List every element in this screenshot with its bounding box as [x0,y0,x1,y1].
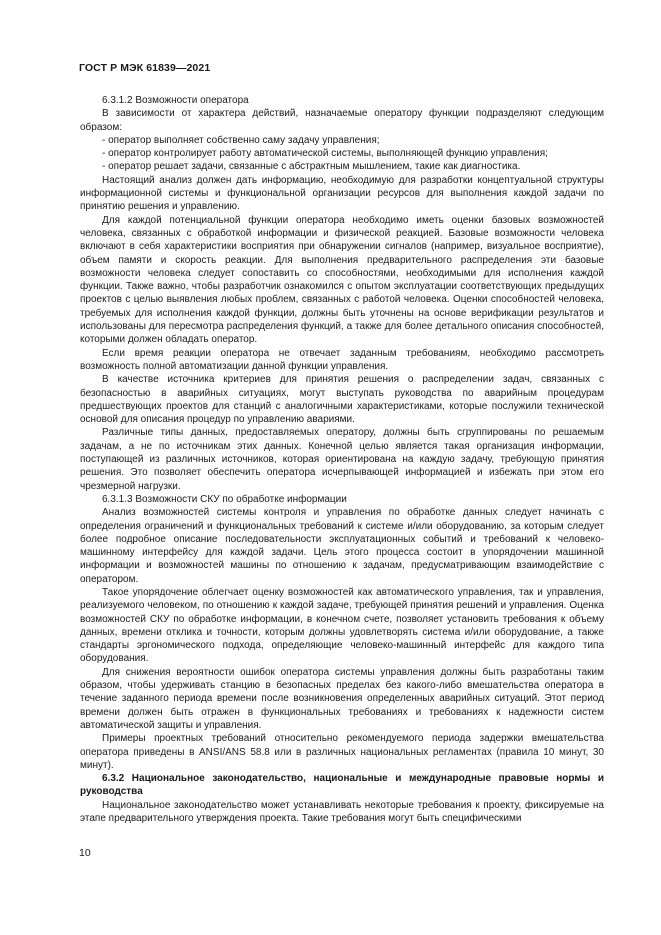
paragraph: Для снижения вероятности ошибок оператора системы управления должны быть разработаны таким образом, чтобы удерживать станцию в безопасных пределах без какого-либо вмешательства оператора в течение заданного периода времени после возникновения определенных аварийных ситуаций. Этот период времени должен быть отражен в функциональных требованиях и требованиях к надежности систем автоматической защиты и управления. [80,666,604,731]
paragraph: Настоящий анализ должен дать информацию, необходимую для разработки концептуальной структуры информационной системы и функциональной организации ресурсов для выполнения каждой задачи по принятию решения и управлению. [80,174,604,213]
list-item: - оператор контролирует работу автоматической системы, выполняющей функцию управления; [102,148,548,160]
list-item: - оператор решает задачи, связанные с абстрактным мышлением, такие как диагностика. [102,161,521,173]
paragraph: Анализ возможностей системы контроля и управления по обработке данных следует начинать с определения ограничений и функциональных требований к системе и/или оборудованию, за которым следует более подробное описание последовательности эксплуатационных событий и требований к человеко-машинному интерфейсу для каждой задачи. Цель этого процесса состоит в упорядочении машинной информации и возможностей машины по отношению к задачам, предусматривающим взаимодействие с оператором. [80,507,604,585]
standard-code-header: ГОСТ Р МЭК 61839—2021 [79,62,211,74]
section-heading-6-3-1-3: 6.3.1.3 Возможности СКУ по обработке информации [102,493,347,505]
page-number: 10 [79,847,91,859]
section-heading-6-3-2: 6.3.2 Национальное законодательство, национальные и международные правовые нормы и руководства [80,773,604,798]
section-heading-6-3-1-2: 6.3.1.2 Возможности оператора [102,95,249,106]
paragraph: В зависимости от характера действий, назначаемые оператору функции подразделяют следующим образом: [80,108,604,133]
paragraph: В качестве источника критериев для принятия решения о распределении задач, связанных с безопасностью в аварийных ситуациях, могут выступать руководства по аварийным процедурам предшествующих проектов для станций с аналогичными характеристиками, которые послужили технической основой для описания процедур по управлению авариями. [80,374,604,426]
paragraph: Примеры проектных требований относительно рекомендуемого периода задержки вмешательства оператора приведены в ANSI/ANS 58.8 или в различных национальных регламентах (правила 10 минут, 30 минут). [80,733,604,771]
paragraph: Для каждой потенциальной функции оператора необходимо иметь оценки базовых возможностей человека, связанных с обработкой информации и физической реакцией. Базовые возможности человека включают в себя характеристики восприятия при обнаружении сигналов (например, визуальное восприятие), объем памяти и скорость реакции. Для выполнения предварительного распределения эти базовые возможности человека следует сопоставить со способностями, необходимыми для исполнения каждой функции. Также важно, чтобы разработчик ознакомился с опытом эксплуатации соответствующих предыдущих проектов с целью выявления любых проблем, связанных с работой человека. Оценки способностей человека, требуемых для исполнения каждой функции, должны быть уточнены на основе верификации результатов и использованы для пересмотра распределения функций, а также для более детального описания способностей, которыми должен обладать оператор. [80,214,604,346]
paragraph: Различные типы данных, предоставляемых оператору, должны быть сгруппированы по решаемым задачам, а не по источникам этих данных. Конечной целью является такая организация информации, поступающей из различных источников, которая ориентирована на каждую задачу, требующую принятия решения. Это позволяет обеспечить оператора исчерпывающей информацией и избежать при этом его чрезмерной нагрузки. [80,427,604,492]
document-body [80,94,604,825]
paragraph: Такое упорядочение облегчает оценку возможностей как автоматического управления, так и управления, реализуемого человеком, по отношению к каждой задаче, требующей принятия решений и управления. Оценка возможностей СКУ по обработке информации, в конечном счете, позволяет установить требования к объему данных, времени отклика и точности, которым должны удовлетворять система и/или оборудование, а также стандарты эргономического подхода, определяющие человеко-машинный интерфейс для каждого типа оборудования. [80,586,604,665]
paragraph: Если время реакции оператора не отвечает заданным требованиям, необходимо рассмотреть возможность полной автоматизации данной функции управления. [80,347,604,372]
function-list [80,134,604,174]
paragraph: Национальное законодательство может устанавливать некоторые требования к проекту, фиксируемые на этапе предварительного утверждения проекта. Такие требования могут быть специфическими [80,799,604,825]
list-item: - оператор выполняет собственно саму задачу управления; [102,134,380,146]
